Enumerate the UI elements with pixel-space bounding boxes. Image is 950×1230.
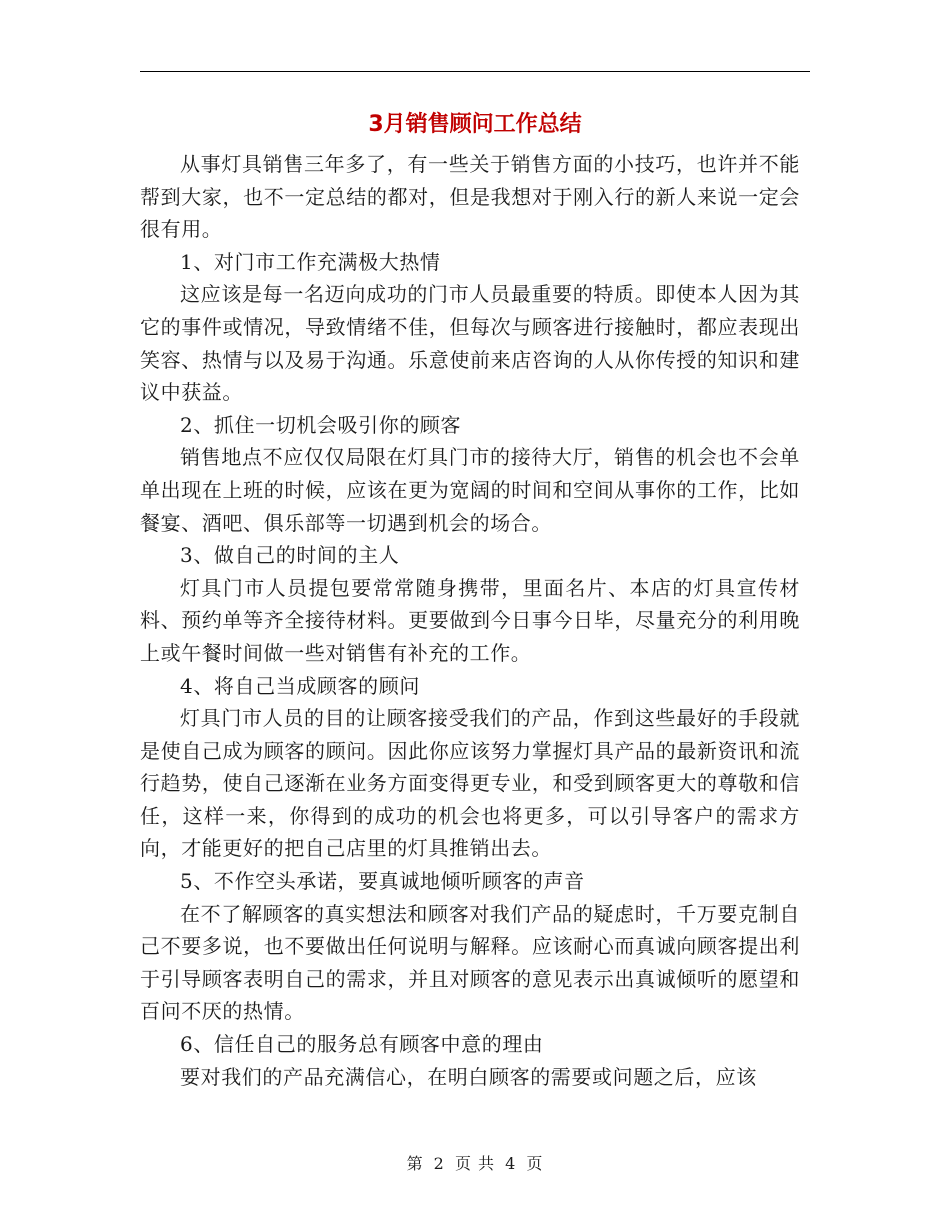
section-heading-4: 4、将自己当成顾客的顾问	[180, 673, 420, 698]
intro-paragraph: 从事灯具销售三年多了，有一些关于销售方面的小技巧，也许并不能帮到大家，也不一定总结的都对，但是我想对于刚入行的新人来说一定会很有用。	[140, 152, 800, 242]
header-rule	[140, 71, 810, 72]
section-paragraph-3: 灯具门市人员提包要常常随身携带，里面名片、本店的灯具宣传材料、预约单等齐全接待材料。更要做到今日事今日毕，尽量充分的利用晚上或午餐时间做一些对销售有补充的工作。	[140, 575, 800, 665]
section-heading-2: 2、抓住一切机会吸引你的顾客	[180, 412, 462, 437]
section-paragraph-2: 销售地点不应仅仅局限在灯具门市的接待大厅，销售的机会也不会单单出现在上班的时候，应该在更为宽阔的时间和空间从事你的工作，比如餐宴、酒吧、俱乐部等一切遇到机会的场合。	[140, 445, 800, 535]
footer-middle: 页 共	[454, 1154, 496, 1173]
section-heading-3: 3、做自己的时间的主人	[180, 543, 400, 568]
footer-total-pages: 4	[505, 1154, 517, 1173]
page-footer	[0, 1152, 950, 1176]
document-body	[140, 148, 800, 1093]
section-heading-6: 6、信任自己的服务总有顾客中意的理由	[180, 1032, 544, 1057]
section-paragraph-1: 这应该是每一名迈向成功的门市人员最重要的特质。即使本人因为其它的事件或情况，导致情绪不佳，但每次与顾客进行接触时，都应表现出笑容、热情与以及易于沟通。乐意使前来店咨询的人从你传授的知识和建议中获益。	[140, 282, 800, 405]
footer-page-number: 2	[433, 1154, 445, 1173]
section-paragraph-4: 灯具门市人员的目的让顾客接受我们的产品，作到这些最好的手段就是使自己成为顾客的顾问。因此你应该努力掌握灯具产品的最新资讯和流行趋势，使自己逐渐在业务方面变得更专业，和受到顾客更大的尊敬和信任，这样一来，你得到的成功的机会也将更多，可以引导客户的需求方向，才能更好的把自己店里的灯具推销出去。	[140, 706, 800, 861]
document-title: 3月销售顾问工作总结	[368, 112, 582, 137]
section-heading-5: 5、不作空头承诺，要真诚地倾听顾客的声音	[180, 869, 585, 894]
footer-prefix: 第	[406, 1154, 424, 1173]
section-paragraph-6: 要对我们的产品充满信心，在明白顾客的需要或问题之后，应该	[180, 1064, 757, 1089]
section-heading-1: 1、对门市工作充满极大热情	[180, 249, 441, 274]
footer-suffix: 页	[526, 1154, 544, 1173]
section-paragraph-5: 在不了解顾客的真实想法和顾客对我们产品的疑虑时，千万要克制自己不要多说，也不要做出任何说明与解释。应该耐心而真诚向顾客提出利于引导顾客表明自己的需求，并且对顾客的意见表示出真诚倾听的愿望和百问不厌的热情。	[140, 901, 800, 1024]
